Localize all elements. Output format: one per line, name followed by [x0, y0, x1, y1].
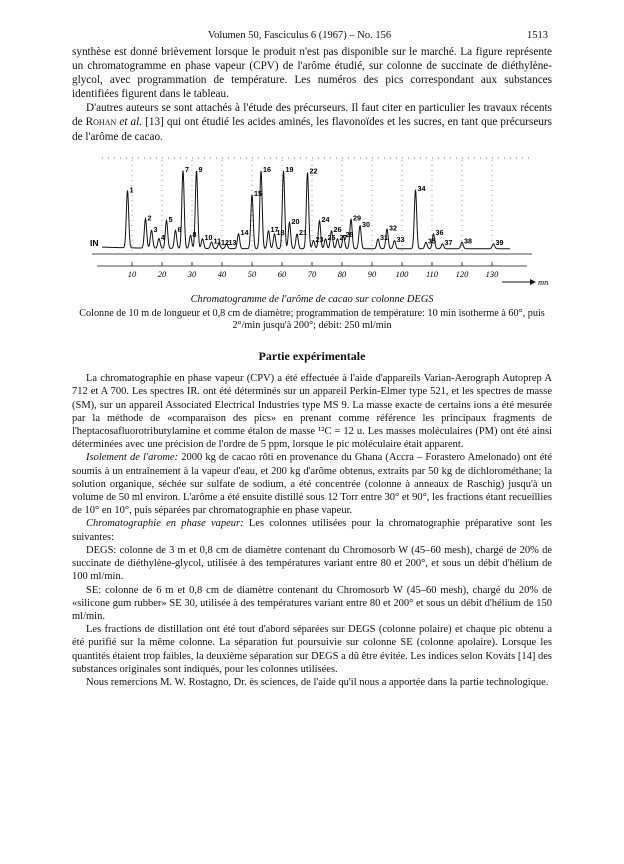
running-header — [72, 30, 552, 41]
peak-label: 17 — [270, 224, 279, 234]
figure-caption: Chromatogramme de l'arôme de cacao sur colonne DEGS — [190, 293, 434, 305]
cpv-label: Chromatographie en phase vapeur: — [86, 518, 244, 530]
cpv-text: Les colonnes utilisées pour la chromatographie préparative sont les suivantes: — [72, 518, 552, 543]
isolement-label: Isolement de l'arome: — [86, 452, 179, 464]
peak-label: 31 — [380, 232, 388, 242]
peak-label: 14 — [240, 227, 249, 237]
peak-label: 33 — [396, 234, 405, 244]
peak-label: 37 — [444, 237, 453, 247]
x-tick-label: 60 — [277, 268, 287, 279]
x-tick-label: 50 — [247, 268, 257, 279]
peak-label: 3 — [153, 224, 158, 234]
peak-label: 25 — [327, 232, 336, 242]
x-tick-label: 20 — [157, 268, 167, 279]
peak-label: 30 — [362, 219, 370, 229]
journal-reference: Volumen 50, Fasciculus 6 (1967) – No. 156 — [207, 30, 392, 41]
body-paragraph-degs: DEGS: colonne de 3 m et 0,8 cm de diamètre contenant du Chromosorb W (45–60 mesh), chargé de 20% de succinate de diéthylène-glycol, utilisée à des températures variant entre 80 et 200°, et sous un débit d'hélium de 100 ml/min. — [72, 544, 552, 583]
peak-label: 4 — [161, 232, 165, 242]
injection-label: IN — [90, 237, 99, 248]
peak-label: 13 — [228, 237, 237, 247]
peak-label: 27 — [339, 232, 348, 242]
isolement-text: 2000 kg de cacao rôti en provenance du Ghana (Accra – Forastero Amelonado) ont été soumis à un entraînement à la vapeur d'eau, et 200 kg d'arôme obtenus, extraits par 50 kg de dichlorométhane; la solution organique, séchée sur sulfate de sodium, a été concentrée (colonne à anneaux de Raschig) jusqu'à un volume de 50 ml environ. L'arôme a été ensuite distillé sous 12 Torr entre 30° et 90°, les fractions étant recueillies de 10° en 10°, puis séparées par chromatographie en phase vapeur. — [72, 452, 552, 517]
intro-paragraph-1: synthèse est donné brièvement lorsque le produit n'est pas disponible sur le marché. La figure représente un chromatogramme en phase vapeur (CPV) de l'arôme étudié, sur colonne de succinate de diéthylène-glycol, avec programmation de température. Les numéros des pics correspondant aux substances identifiées figurent dans le tableau. — [72, 46, 552, 101]
peak-label: 16 — [263, 164, 271, 174]
body-paragraph-1: La chromatographie en phase vapeur (CPV) a été effectuée à l'aide d'appareils Varian-Aerograph Autoprep A 712 et A 700. Les spectres IR. ont été déterminés sur un appareil Perkin-Elmer type 521, et les spectres de masse (SM), sur un appareil Associated Electrical Industries type MS 9. La masse exacte de certains ions a été mesurée par la méthode de «comparaison des pics» en prenant comme référence les principaux fragments de l'heptacosafluorotributylamine et comme étalon de masse ¹²C = 12 u. Les masses moléculaires (PM) ont été ainsi déterminées avec une précision de l'ordre de 5 ppm, lorsque le pic moléculaire était apparent. — [72, 373, 552, 451]
peak-label: 20 — [291, 216, 300, 226]
author-rohan: Rohan — [85, 116, 117, 129]
chromatogram-figure — [72, 152, 552, 292]
x-tick-label: 10 — [127, 268, 137, 279]
x-tick-label: 100 — [395, 268, 409, 279]
peak-label: 24 — [321, 214, 330, 224]
x-axis-label: mn — [538, 276, 549, 287]
peak-label: 26 — [333, 224, 342, 234]
x-tick-label: 30 — [187, 268, 197, 279]
time-arrow-head — [530, 279, 536, 285]
peak-label: 7 — [185, 164, 189, 174]
peak-label: 18 — [276, 227, 285, 237]
peak-label: 23 — [315, 234, 324, 244]
peak-label: 32 — [389, 222, 397, 232]
chromatogram-chart — [72, 152, 552, 292]
et-al: et al. — [116, 116, 143, 129]
x-tick-label: 120 — [455, 268, 469, 279]
x-tick-label: 80 — [337, 268, 347, 279]
body-paragraph-fractions: Les fractions de distillation ont été tout d'abord séparées sur DEGS (colonne polaire) et chaque pic obtenu a été purifié sur la même colonne. La séparation fut poursuivie sur colonne SE (colonne apolaire). Lorsque les quantités étaient trop faibles, la deuxième séparation sur DEGS a dû être évitée. Les indices selon Kováts [14] des substances originales sont indiqués, pour les colonnes utilisées. — [72, 624, 552, 675]
peak-label: 15 — [254, 188, 262, 198]
intro-paragraph-2-start: D'autres auteurs se sont attachés à l'étude des précurseurs. Il faut citer en particulier les travaux récents de — [72, 102, 552, 129]
peak-label: 34 — [417, 183, 426, 193]
peak-label: 19 — [285, 164, 294, 174]
peak-label: 8 — [192, 229, 197, 239]
body-paragraph-2 — [72, 451, 552, 517]
peak-label: 1 — [129, 185, 134, 195]
peak-label: 29 — [353, 213, 361, 223]
x-tick-label: 130 — [485, 268, 499, 279]
peak-label: 9 — [198, 164, 203, 174]
x-tick-label: 110 — [425, 268, 439, 279]
peak-label: 22 — [309, 166, 318, 176]
peak-label: 5 — [168, 214, 173, 224]
peak-label: 2 — [147, 213, 152, 223]
peak-label: 12 — [221, 237, 229, 247]
body-paragraph-3 — [72, 517, 552, 543]
x-tick-label: 70 — [307, 268, 317, 279]
peak-label: 11 — [213, 236, 222, 246]
intro-paragraph-2-end: [13] qui ont étudié les acides aminés, les flavonoïdes et les sucres, en tant que précurseurs de l'arôme de cacao. — [72, 116, 552, 143]
peak-label: 6 — [177, 224, 182, 234]
x-tick-label: 90 — [367, 268, 377, 279]
peak-label: 39 — [495, 237, 504, 247]
section-title: Partie expérimentale — [258, 349, 366, 364]
body-paragraph-se: SE: colonne de 6 m et 0,8 cm de diamètre contenant du Chromosorb W (45–60 mesh), chargé du 20% de «silicone gum rubber» SE 30, utilisée à des températures variant entre 80 et 200° et sous un débit d'hélium de 150 ml/min. — [72, 584, 552, 622]
peak-label: 10 — [204, 232, 213, 242]
page — [72, 30, 552, 689]
intro-paragraph-2 — [72, 101, 552, 143]
x-tick-label: 40 — [217, 268, 227, 279]
peak-label: 21 — [299, 227, 307, 237]
peak-label: 28 — [345, 229, 354, 239]
page-number: 1513 — [527, 30, 548, 41]
peak-label: 38 — [464, 236, 472, 246]
peak-label: 35 — [428, 236, 436, 246]
body-paragraph-thanks: Nous remercions M. W. Rostagno, Dr. ès sciences, de l'aide qu'il nous a apportée dans la partie technologique. — [86, 676, 549, 688]
peak-label: 36 — [435, 227, 444, 237]
column-conditions: Colonne de 10 m de longueur et 0,8 cm de diamètre; programmation de température: 10 min isotherme à 60°, puis 2°/min jusqu'à 200°; débit: 250 ml/min — [79, 307, 545, 332]
